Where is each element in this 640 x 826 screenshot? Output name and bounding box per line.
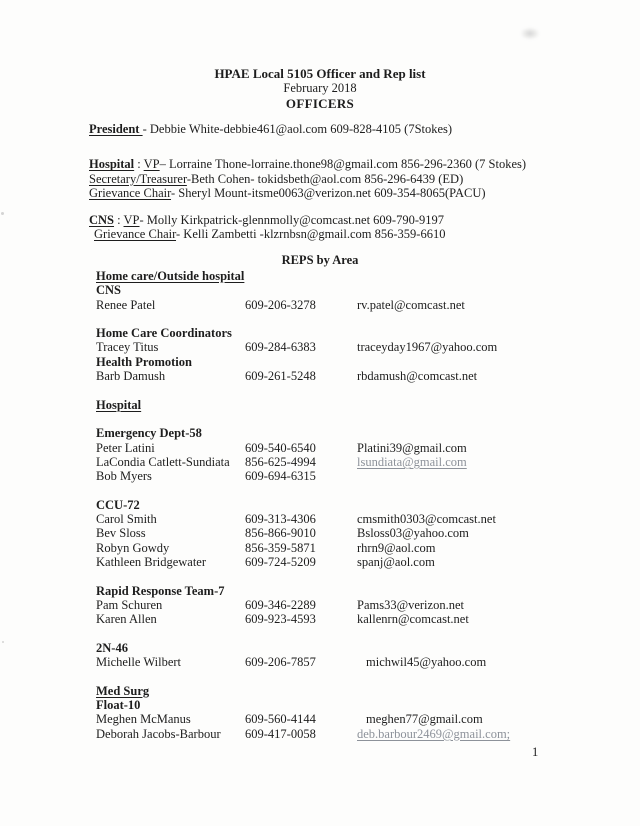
rep-email: deb.barbour2469@gmail.com; — [357, 726, 511, 741]
officer-detail: - Debbie White-debbie461@aol.com 609-828-4105 (7Stokes) — [142, 122, 453, 136]
reps-by-area-heading: REPS by Area — [281, 253, 359, 267]
rep-row — [96, 340, 620, 354]
rep-unit-title: Health Promotion — [96, 354, 192, 369]
rep-email: rv.patel@comcast.net — [357, 297, 465, 312]
blank-line — [96, 669, 620, 683]
blank-line — [96, 312, 620, 326]
rep-name: Carol Smith — [96, 512, 157, 527]
rep-phone: 609-724-5209 — [245, 554, 316, 569]
rep-email: Bsloss03@yahoo.com — [357, 526, 469, 541]
scan-speck — [2, 641, 4, 643]
separator: : — [134, 157, 144, 172]
rep-email: meghen77@gmail.com — [366, 712, 483, 727]
officer-line — [89, 186, 610, 200]
officer-group — [89, 157, 610, 200]
officer-detail: - Molly Kirkpatrick-glennmolly@comcast.net 609-790-9197 — [139, 213, 445, 228]
rep-phone: 856-625-4994 — [245, 454, 316, 469]
rep-email: spanj@aol.com — [357, 554, 435, 569]
rep-row — [96, 541, 620, 555]
rep-phone: 609-313-4306 — [245, 512, 316, 527]
officer-role-grievance-chair: Grievance Chair — [94, 227, 177, 242]
officer-detail: – Lorraine Thone-lorraine.thone98@gmail.com 856-296-2360 (7 Stokes) — [159, 157, 527, 172]
officer-line — [89, 213, 610, 227]
rep-email: cmsmith0303@comcast.net — [357, 512, 496, 527]
officer-role-grievance-chair: Grievance Chair — [89, 185, 172, 200]
rep-row — [96, 712, 620, 726]
rep-area-title: Home care/Outside hospital — [96, 269, 245, 283]
rep-email: rbdamush@comcast.net — [357, 369, 478, 384]
rep-row — [96, 441, 620, 455]
officer-detail: -Beth Cohen- tokidsbeth@aol.com 856-296-6439 (ED) — [186, 171, 464, 186]
rep-phone: 609-560-4144 — [245, 712, 316, 727]
officer-group — [89, 122, 610, 136]
officer-line — [89, 122, 610, 136]
reps-list — [96, 269, 620, 741]
officer-detail: - Sheryl Mount-itsme0063@verizon.net 609-354-8065(PACU) — [171, 185, 486, 200]
scan-speck — [1, 212, 4, 215]
rep-row — [96, 298, 620, 312]
rep-area-title: Hospital — [96, 397, 142, 412]
rep-phone: 609-261-5248 — [245, 369, 316, 384]
blank-line — [96, 383, 620, 397]
rep-unit-title: 2N-46 — [96, 640, 128, 655]
rep-row — [96, 469, 620, 483]
rep-row — [96, 369, 620, 383]
rep-email — [357, 469, 620, 483]
rep-row — [96, 612, 620, 626]
document-header — [0, 66, 640, 111]
blank-line — [96, 569, 620, 583]
rep-name: Renee Patel — [96, 297, 156, 312]
officer-role-vp: VP — [143, 157, 160, 172]
officer-role-president: President — [89, 122, 143, 136]
rep-name: Tracey Titus — [96, 340, 159, 355]
rep-name: LaCondia Catlett-Sundiata — [96, 454, 230, 469]
officer-role-vp: VP — [123, 213, 140, 228]
rep-phone: 609-923-4593 — [245, 612, 316, 627]
rep-row — [96, 555, 620, 569]
officer-role-secretary-treasurer: Secretary/Treasurer — [89, 171, 187, 186]
rep-phone: 609-417-0058 — [245, 726, 316, 741]
rep-phone: 609-284-6383 — [245, 340, 316, 355]
officer-unit-cns: CNS — [89, 213, 115, 228]
rep-name: Robyn Gowdy — [96, 540, 170, 555]
rep-phone: 609-694-6315 — [245, 469, 316, 484]
separator: : — [114, 213, 124, 228]
document-date: February 2018 — [283, 81, 357, 95]
officer-detail: - Kelli Zambetti -klzrnbsn@gmail.com 856-359-6610 — [176, 227, 446, 242]
document-title: HPAE Local 5105 Officer and Rep list — [214, 66, 426, 81]
blank-line — [96, 626, 620, 640]
rep-email: traceyday1967@yahoo.com — [357, 340, 498, 355]
rep-row — [96, 526, 620, 540]
rep-email: michwil45@yahoo.com — [366, 655, 487, 670]
rep-email: rhrn9@aol.com — [357, 540, 436, 555]
rep-phone: 856-866-9010 — [245, 526, 316, 541]
rep-row — [96, 455, 620, 469]
rep-unit-title: Home Care Coordinators — [96, 326, 232, 341]
rep-name: Deborah Jacobs-Barbour — [96, 726, 221, 741]
rep-row — [96, 655, 620, 669]
rep-name: Peter Latini — [96, 440, 155, 455]
rep-phone: 609-206-3278 — [245, 297, 316, 312]
rep-row — [96, 727, 620, 741]
officer-line — [89, 172, 610, 186]
officer-line — [89, 157, 610, 171]
officer-unit-hospital: Hospital — [89, 157, 135, 172]
rep-unit-title: CCU-72 — [96, 497, 140, 512]
rep-email: Platini39@gmail.com — [357, 440, 467, 455]
scan-smudge — [520, 27, 540, 40]
rep-area-title: Med Surg — [96, 683, 150, 698]
officers-heading: OFFICERS — [285, 96, 355, 111]
rep-name: Bev Sloss — [96, 526, 146, 541]
blank-line — [96, 483, 620, 497]
rep-email: kallenrn@comcast.net — [357, 612, 469, 627]
officer-line — [89, 227, 610, 241]
rep-phone: 609-540-6540 — [245, 440, 316, 455]
rep-unit-title: Float-10 — [96, 697, 141, 712]
rep-phone: 609-206-7857 — [245, 655, 316, 670]
rep-unit-title: CNS — [96, 283, 122, 298]
rep-phone: 609-346-2289 — [245, 597, 316, 612]
page-number: 1 — [532, 745, 539, 759]
rep-name: Meghen McManus — [96, 712, 191, 727]
rep-phone: 856-359-5871 — [245, 540, 316, 555]
rep-row — [96, 512, 620, 526]
rep-name: Karen Allen — [96, 612, 157, 627]
rep-name: Barb Damush — [96, 369, 166, 384]
rep-email: Pams33@verizon.net — [357, 597, 464, 612]
rep-row — [96, 598, 620, 612]
rep-name: Pam Schuren — [96, 597, 163, 612]
rep-name: Bob Myers — [96, 469, 152, 484]
officers-list — [89, 122, 610, 242]
rep-email: lsundiata@gmail.com — [357, 454, 467, 469]
rep-unit-title: Rapid Response Team-7 — [96, 583, 225, 598]
rep-name: Michelle Wilbert — [96, 655, 182, 670]
rep-name: Kathleen Bridgewater — [96, 554, 207, 569]
rep-unit-title: Emergency Dept-58 — [96, 426, 202, 441]
blank-line — [96, 412, 620, 426]
officer-group — [89, 213, 610, 242]
